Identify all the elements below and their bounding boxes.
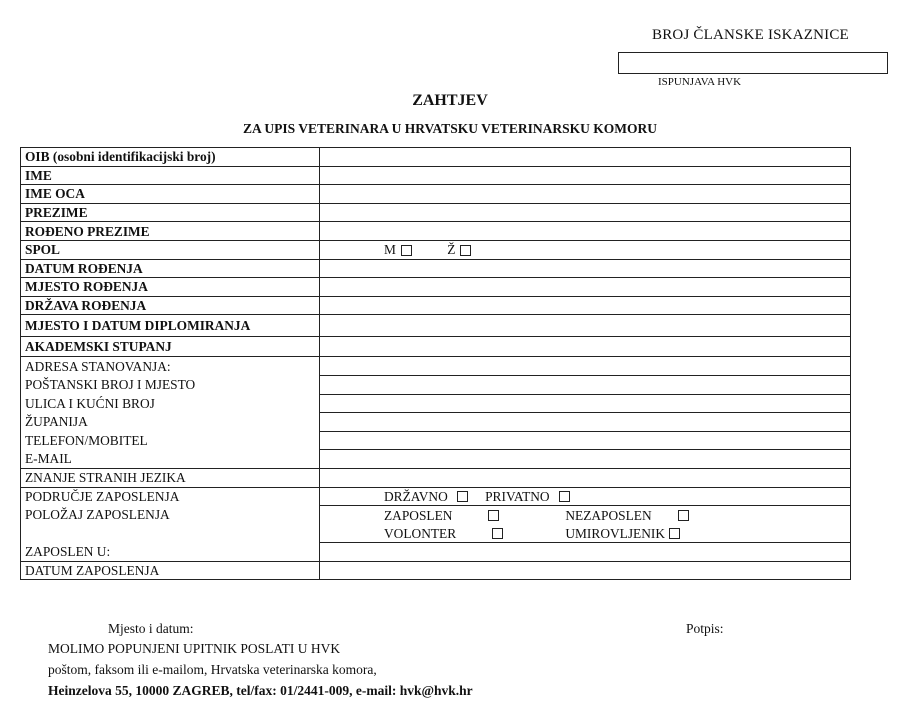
document-subtitle: ZA UPIS VETERINARA U HRVATSKU VETERINARSKU KOMORU [242,121,658,136]
telefon-field[interactable] [320,431,851,450]
rodeno-prezime-field[interactable] [320,222,851,241]
spol-m-label: M [384,242,396,258]
datum-zaposlenja-field[interactable] [320,561,851,580]
footer-contact-address: Heinzelova 55, 10000 ZAGREB, tel/fax: 01/2441-009, e-mail: hvk@hvk.hr [48,683,473,698]
filled-by-hvk-note: ISPUNJAVA HVK [658,76,742,88]
podrucje-field [320,487,851,506]
row-datum-rodenja [21,259,851,278]
privatno-checkbox[interactable] [559,491,570,502]
polozaj-label: POLOŽAJ ZAPOSLENJA [21,506,320,525]
nezaposlen-checkbox[interactable] [678,510,689,521]
footer-delivery-methods: poštom, faksom ili e-mailom, Hrvatska veterinarska komora, [48,662,377,677]
zaposlen-label: ZAPOSLEN [384,507,453,523]
row-polozaj-2 [21,524,851,543]
polozaj-options-1 [320,506,851,525]
ime-label: IME [21,166,320,185]
ime-field[interactable] [320,166,851,185]
row-telefon [21,431,851,450]
privatno-label: PRIVATNO [485,488,550,504]
ulica-field[interactable] [320,394,851,413]
zaposlen-u-field[interactable] [320,543,851,562]
umirovljenik-label: UMIROVLJENIK [565,525,666,541]
place-and-date-label: Mjesto i datum: [108,621,194,636]
umirovljenik-checkbox[interactable] [669,528,680,539]
row-rodeno-prezime [21,222,851,241]
podrucje-label: PODRUČJE ZAPOSLENJA [21,487,320,506]
drzavno-label: DRŽAVNO [384,488,448,504]
jezici-label: ZNANJE STRANIH JEZIKA [21,468,320,487]
akademski-label: AKADEMSKI STUPANJ [21,337,320,357]
nezaposlen-label: NEZAPOSLEN [565,507,652,523]
row-ime [21,166,851,185]
row-drzava-rodenja [21,296,851,315]
document-title: ZAHTJEV [412,92,488,109]
row-mjesto-rodenja [21,278,851,297]
adresa-field[interactable] [320,357,851,376]
spol-label: SPOL [21,240,320,259]
footer-instruction: MOLIMO POPUNJENI UPITNIK POSLATI U HVK [48,641,341,656]
privatno-option[interactable] [485,488,570,505]
zupanija-label: ŽUPANIJA [21,413,320,432]
row-zaposlen-u [21,543,851,562]
ime-oca-label: IME OCA [21,185,320,204]
row-adresa [21,357,851,376]
drzava-rodenja-field[interactable] [320,296,851,315]
membership-card-label: BROJ ČLANSKE ISKAZNICE [652,27,849,43]
umirovljenik-option[interactable] [565,525,680,542]
oib-label: OIB (osobni identifikacijski broj) [21,148,320,167]
membership-card-number-field[interactable] [618,52,888,74]
jezici-field[interactable] [320,468,851,487]
spol-m-checkbox[interactable] [401,245,412,256]
row-oib [21,148,851,167]
rodeno-prezime-label: ROĐENO PREZIME [21,222,320,241]
row-podrucje [21,487,851,506]
email-field[interactable] [320,450,851,469]
datum-rodenja-label: DATUM ROĐENJA [21,259,320,278]
postanski-field[interactable] [320,375,851,394]
polozaj-label-continuation [21,524,320,543]
drzava-rodenja-label: DRŽAVA ROĐENJA [21,296,320,315]
drzavno-checkbox[interactable] [457,491,468,502]
prezime-label: PREZIME [21,203,320,222]
row-jezici [21,468,851,487]
volonter-checkbox[interactable] [492,528,503,539]
ime-oca-field[interactable] [320,185,851,204]
akademski-field[interactable] [320,337,851,357]
spol-z-checkbox[interactable] [460,245,471,256]
nezaposlen-option[interactable] [565,507,688,524]
row-prezime [21,203,851,222]
volonter-option[interactable] [384,525,562,542]
row-email [21,450,851,469]
zaposlen-checkbox[interactable] [488,510,499,521]
prezime-field[interactable] [320,203,851,222]
datum-rodenja-field[interactable] [320,259,851,278]
adresa-label: ADRESA STANOVANJA: [21,357,320,376]
application-form-table [20,147,851,580]
diplomiranje-label: MJESTO I DATUM DIPLOMIRANJA [21,315,320,337]
spol-z-option[interactable] [447,241,471,258]
spol-z-label: Ž [447,242,456,258]
oib-field[interactable] [320,148,851,167]
row-polozaj [21,506,851,525]
drzavno-option[interactable] [384,488,468,505]
row-ulica [21,394,851,413]
row-spol [21,240,851,259]
zaposlen-option[interactable] [384,507,562,524]
spol-field [320,240,851,259]
row-akademski [21,337,851,357]
polozaj-options-2 [320,524,851,543]
row-diplomiranje [21,315,851,337]
mjesto-rodenja-field[interactable] [320,278,851,297]
row-postanski [21,375,851,394]
zupanija-field[interactable] [320,413,851,432]
row-datum-zaposlenja [21,561,851,580]
signature-label: Potpis: [686,621,724,636]
mjesto-rodenja-label: MJESTO ROĐENJA [21,278,320,297]
ulica-label: ULICA I KUĆNI BROJ [21,394,320,413]
email-label: E-MAIL [21,450,320,469]
postanski-label: POŠTANSKI BROJ I MJESTO [21,375,320,394]
volonter-label: VOLONTER [384,525,457,541]
row-zupanija [21,413,851,432]
datum-zaposlenja-label: DATUM ZAPOSLENJA [21,561,320,580]
spol-m-option[interactable] [384,241,412,258]
row-ime-oca [21,185,851,204]
diplomiranje-field[interactable] [320,315,851,337]
telefon-label: TELEFON/MOBITEL [21,431,320,450]
zaposlen-u-label: ZAPOSLEN U: [21,543,320,562]
